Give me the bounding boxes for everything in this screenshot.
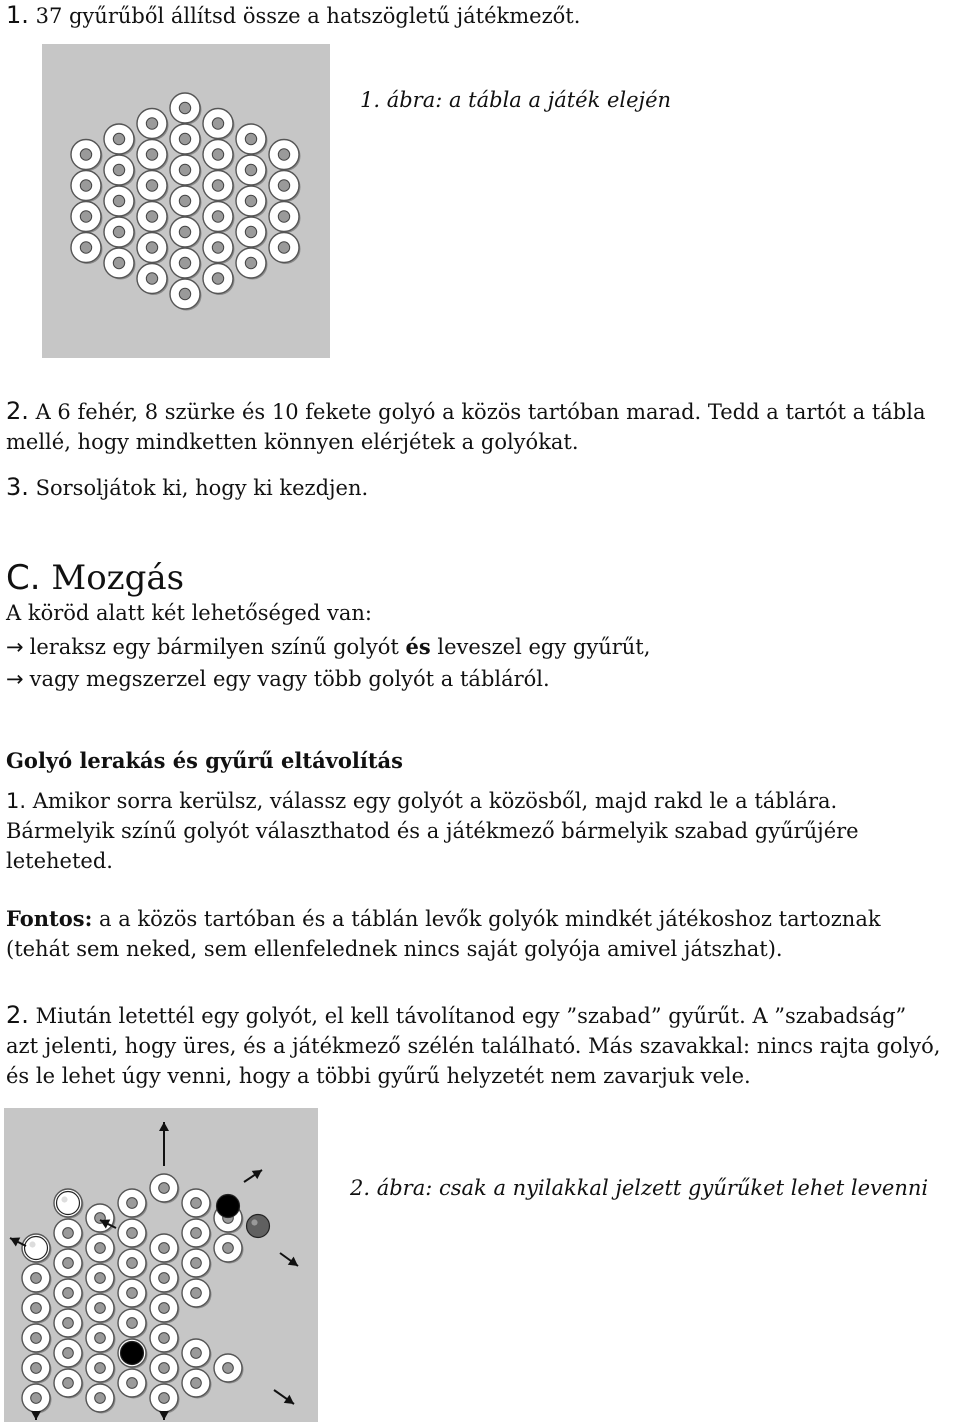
section-title: Mozgás [51,558,185,598]
ring [203,140,235,172]
removal-arrow-icon [280,1253,298,1266]
paragraph-line: és le lehet úgy venni, hogy a többi gyűrű helyzetét nem zavarjuk vele. [6,1064,751,1088]
ring [104,124,136,156]
ring [118,1369,148,1399]
figure-2-caption: 2. ábra: csak a nyilakkal jelzett gyűrűket lehet levenni [350,1176,929,1200]
ring [203,264,235,296]
ring [170,93,202,125]
ring [54,1339,84,1369]
ring [86,1264,116,1294]
paragraph-line: azt jelenti, hogy üres, és a játékmező szélén található. Más szavakkal: nincs rajta golyó, [6,1034,941,1058]
arrow-right-icon: → [6,667,24,691]
ring [104,155,136,187]
ring [203,171,235,203]
option-2 [6,664,550,694]
ring [137,140,169,172]
ring [203,109,235,141]
ring [104,248,136,280]
ring [150,1294,180,1324]
ring [150,1234,180,1264]
figure-1-caption: 1. ábra: a tábla a játék elején [360,88,672,112]
ring [269,202,301,234]
removal-arrow-icon [31,1411,41,1420]
removal-arrow-icon [244,1170,262,1182]
paragraph-line: leteheted. [6,849,113,873]
ring [170,186,202,218]
step-text-line: A 6 fehér, 8 szürke és 10 fekete golyó a közös tartóban marad. Tedd a tartót a tábla [35,400,926,424]
ring [54,1309,84,1339]
ring [214,1234,244,1264]
ring [22,1294,52,1324]
paragraph-number: 2. [6,1001,29,1029]
section-intro: A köröd alatt két lehetőséged van: [6,601,372,625]
removal-arrow-icon [274,1390,294,1404]
ring [54,1279,84,1309]
ring [170,248,202,280]
ring [203,202,235,234]
ring [86,1234,116,1264]
white-marble [57,1192,80,1215]
step-number: 1. [6,1,29,29]
ring [150,1174,180,1204]
ring [236,155,268,187]
ring [137,171,169,203]
paragraph-number: 1. [6,789,27,813]
step-1 [6,0,580,31]
ring [118,1189,148,1219]
step-3 [6,472,368,503]
ring [236,186,268,218]
step-text-line: mellé, hogy mindketten könnyen elérjétek a golyókat. [6,430,579,454]
ring [170,217,202,249]
ring [150,1324,180,1354]
step-text: Sorsoljátok ki, hogy ki kezdjen. [35,476,369,500]
black-marble [217,1195,240,1218]
removal-arrow-icon [159,1411,169,1420]
section-heading [6,556,184,600]
ring [22,1354,52,1384]
ring [182,1369,212,1399]
step-text: 37 gyűrűből állítsd össze a hatszögletű játékmezőt. [35,4,581,28]
paragraph-line: Bármelyik színű golyót választhatod és a játékmező bármelyik szabad gyűrűjére [6,819,859,843]
ring [54,1369,84,1399]
ring [269,233,301,265]
paragraph-line: Amikor sorra kerülsz, válassz egy golyót a közösből, majd rakd le a táblára. [32,789,838,813]
arrow-right-icon: → [6,635,24,659]
ring [150,1354,180,1384]
ring [170,124,202,156]
ring [137,109,169,141]
option-text: leveszel egy gyűrűt, [437,635,651,659]
ring [182,1219,212,1249]
ring [182,1189,212,1219]
ring [182,1249,212,1279]
ring [269,140,301,172]
ring [54,1249,84,1279]
ring [137,233,169,265]
ring [86,1354,116,1384]
ring [86,1204,116,1234]
ring [118,1309,148,1339]
ring [137,202,169,234]
ring [236,124,268,156]
ring [104,217,136,249]
ring [86,1384,116,1414]
figure-1-board [42,44,330,358]
ring [86,1294,116,1324]
paragraph-1 [6,786,859,876]
paragraph-2 [6,1000,940,1091]
step-number: 2. [6,397,29,425]
ring [54,1219,84,1249]
ring [22,1324,52,1354]
ring [118,1219,148,1249]
ring [236,217,268,249]
subsection-title: Golyó lerakás és gyűrű eltávolítás [6,748,403,773]
ring [269,171,301,203]
ring [170,155,202,187]
ring [214,1354,244,1384]
ring [182,1339,212,1369]
figure-2-board [4,1108,318,1422]
white-marble [25,1237,48,1260]
ring [71,202,103,234]
important-line: a a közös tartóban és a táblán levők golyók mindkét játékoshoz tartoznak [99,907,881,931]
ring [170,279,202,311]
option-emphasis: és [405,634,431,659]
ring [150,1264,180,1294]
important-label: Fontos: [6,906,93,931]
ring [71,233,103,265]
option-1 [6,632,650,662]
ring [22,1384,52,1414]
ring [118,1249,148,1279]
ring [104,186,136,218]
option-text: vagy megszerzel egy vagy több golyót a tábláról. [29,667,550,691]
ring [118,1279,148,1309]
ring [203,233,235,265]
step-2 [6,396,925,457]
option-text: leraksz egy bármilyen színű golyót [29,635,399,659]
ring [236,248,268,280]
ring [86,1324,116,1354]
step-number: 3. [6,473,29,501]
section-letter: C. [6,558,41,598]
ring [71,140,103,172]
ring [150,1384,180,1414]
ring [71,171,103,203]
ring [22,1264,52,1294]
gray-marble [247,1215,270,1238]
ring [182,1279,212,1309]
black-marble [121,1342,144,1365]
removal-arrow-icon [159,1122,169,1166]
important-note [6,904,881,964]
paragraph-line: Miután letettél egy golyót, el kell távolítanod egy ”szabad” gyűrűt. A ”szabadság” [35,1004,907,1028]
important-line: (tehát sem neked, sem ellenfelednek nincs saját golyója amivel játszhat). [6,937,783,961]
ring [137,264,169,296]
